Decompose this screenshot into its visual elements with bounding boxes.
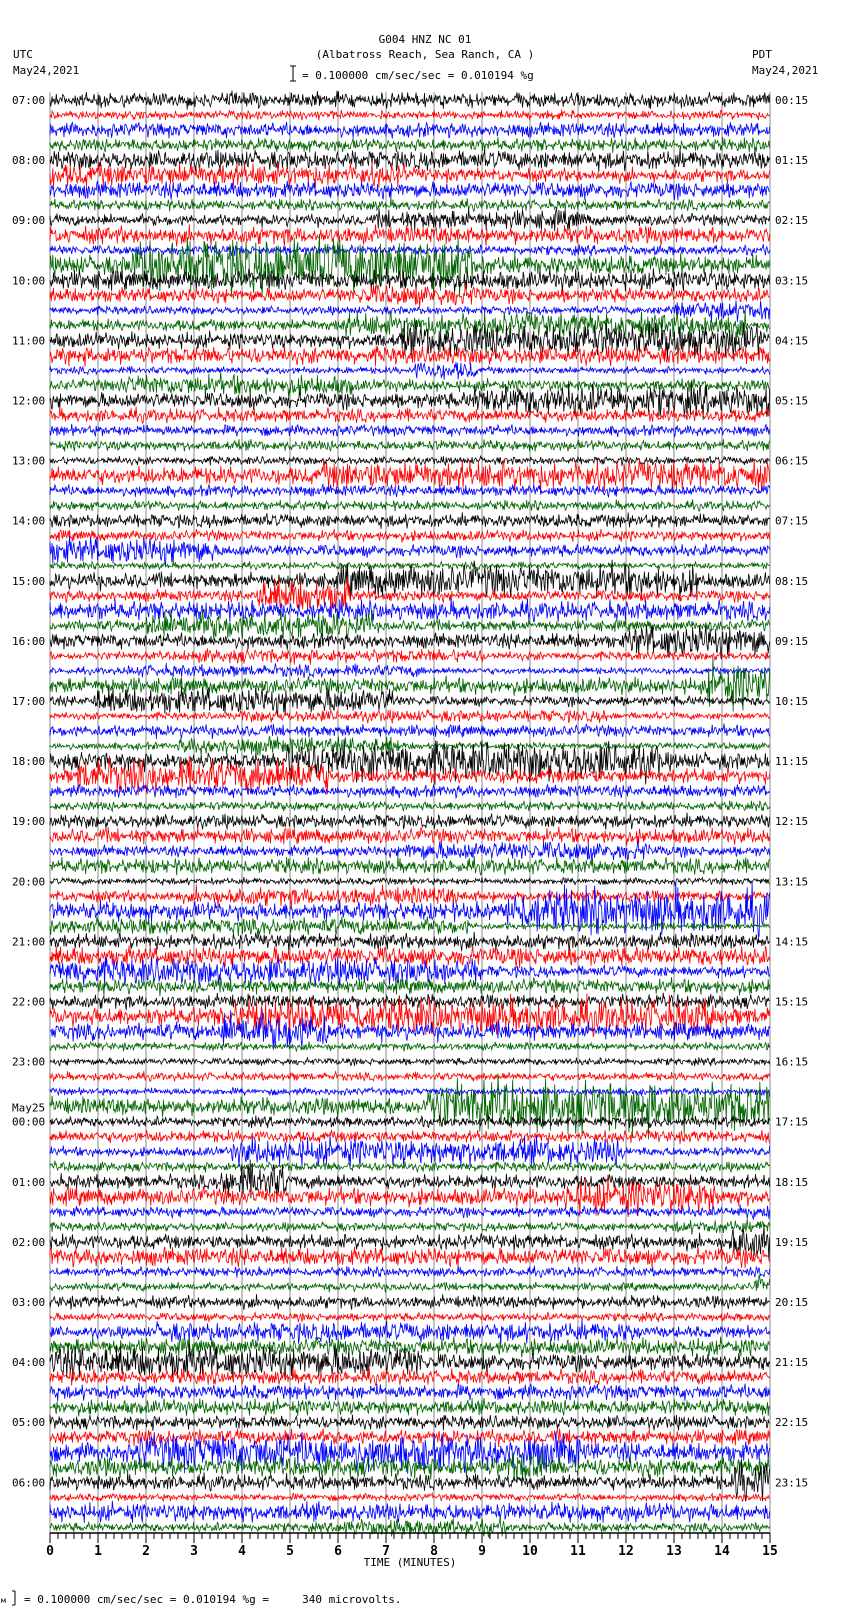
pdt-hour-label: 03:15 (775, 274, 809, 288)
utc-hour-label: 11:00 (12, 334, 46, 348)
utc-hour-label: 19:00 (12, 815, 46, 829)
seismic-trace (50, 709, 770, 723)
seismic-trace (50, 885, 770, 909)
seismic-trace (50, 1071, 770, 1081)
seismic-trace (50, 1130, 770, 1145)
pdt-hour-label: 02:15 (775, 214, 809, 228)
x-tick-label: 12 (618, 1544, 634, 1559)
chart-title: G004 HNZ NC 01 (378, 33, 472, 46)
pdt-hour-label: 01:15 (775, 154, 809, 168)
seismic-trace (50, 1294, 770, 1310)
pdt-hour-label: 06:15 (775, 454, 809, 468)
pdt-hour-label: 11:15 (775, 755, 809, 769)
pdt-hour-label: 20:15 (775, 1296, 809, 1309)
svg-text:м: м (1, 1596, 6, 1605)
pdt-hour-label: 04:15 (775, 334, 809, 348)
pdt-hour-label: 18:15 (775, 1175, 809, 1189)
utc-hour-label: 07:00 (12, 94, 46, 107)
seismic-trace (50, 137, 770, 153)
seismic-trace (50, 598, 770, 622)
seismic-trace (50, 208, 770, 231)
seismic-trace (50, 362, 770, 380)
utc-hour-label: 15:00 (12, 574, 46, 588)
seismic-trace (50, 224, 770, 246)
station-location: (Albatross Reach, Sea Ranch, CA ) (315, 48, 535, 61)
right-date: May24,2021 (752, 64, 819, 77)
pdt-hour-label: 09:15 (775, 634, 809, 648)
pdt-hour-label: 12:15 (775, 815, 809, 829)
seismic-trace (50, 1415, 770, 1431)
pdt-hour-label: 23:15 (775, 1476, 809, 1490)
seismic-trace (50, 784, 770, 798)
seismic-trace (50, 1368, 770, 1386)
seismic-trace (50, 122, 770, 139)
utc-hour-label: 16:00 (12, 634, 46, 648)
seismic-trace (50, 663, 770, 678)
x-tick-label: 9 (478, 1544, 486, 1559)
seismic-trace (50, 1115, 770, 1128)
seismic-trace (50, 561, 770, 569)
left-timezone: UTC (13, 48, 33, 61)
seismic-trace (50, 1383, 770, 1401)
pdt-hour-label: 07:15 (775, 514, 809, 528)
x-tick-label: 6 (334, 1544, 342, 1559)
footer-scale-bar-icon (1, 1591, 15, 1605)
date-change-label: May25 (12, 1101, 46, 1115)
pdt-hour-label: 21:15 (775, 1356, 809, 1370)
pdt-hour-label: 14:15 (775, 935, 809, 949)
seismic-trace (50, 1501, 770, 1523)
pdt-hour-label: 17:15 (775, 1115, 809, 1129)
x-axis-label: TIME (MINUTES) (363, 1556, 457, 1569)
seismic-trace (50, 1429, 770, 1448)
utc-hour-label: 02:00 (12, 1235, 46, 1249)
scale-text: = 0.100000 cm/sec/sec = 0.010194 %g (302, 69, 534, 82)
seismic-trace (50, 198, 770, 211)
pdt-hour-label: 16:15 (775, 1055, 809, 1069)
x-tick-label: 8 (430, 1544, 438, 1559)
seismic-trace (50, 841, 770, 863)
seismic-trace (50, 957, 770, 988)
pdt-hour-label: 08:15 (775, 574, 809, 588)
seismic-trace (50, 91, 770, 110)
seismic-trace (50, 648, 770, 665)
pdt-hour-label: 22:15 (775, 1416, 809, 1430)
seismic-trace (50, 407, 770, 424)
utc-hour-label: 04:00 (12, 1356, 46, 1370)
x-tick-label: 1 (94, 1544, 102, 1559)
seismic-trace (50, 529, 770, 543)
utc-hour-label: 20:00 (12, 875, 46, 889)
pdt-hour-label: 13:15 (775, 875, 809, 889)
seismic-trace (50, 1073, 770, 1139)
seismic-trace (50, 110, 770, 121)
seismic-trace (50, 1493, 770, 1502)
pdt-hour-label: 19:15 (775, 1235, 809, 1249)
seismic-trace (50, 1320, 770, 1345)
utc-hour-label: 13:00 (12, 454, 46, 468)
x-tick-label: 10 (522, 1544, 538, 1559)
seismic-trace (50, 877, 770, 885)
utc-hour-label: 17:00 (12, 695, 46, 708)
seismic-trace (50, 499, 770, 511)
utc-hour-label: 09:00 (12, 214, 46, 228)
seismic-trace (50, 439, 770, 451)
seismic-trace (50, 244, 770, 256)
seismic-trace (50, 424, 770, 437)
seismic-trace (50, 1042, 770, 1052)
utc-hour-label: 08:00 (12, 154, 46, 168)
utc-hour-label: 06:00 (12, 1476, 46, 1490)
utc-hour-label: 01:00 (12, 1175, 46, 1189)
seismic-trace (50, 148, 770, 172)
seismic-trace (50, 458, 770, 493)
seismic-trace (50, 1274, 770, 1292)
seismic-trace (50, 536, 770, 566)
seismic-trace (50, 993, 770, 1010)
seismic-trace (50, 813, 770, 830)
seismic-trace (50, 456, 770, 465)
seismic-trace (50, 1247, 770, 1268)
x-tick-label: 0 (46, 1544, 54, 1559)
scale-bar-icon (290, 66, 296, 81)
pdt-hour-label: 05:15 (775, 394, 809, 408)
pdt-hour-label: 15:15 (775, 995, 809, 1009)
seismic-trace (50, 1266, 770, 1278)
pdt-hour-label: 10:15 (775, 695, 809, 708)
x-tick-label: 4 (238, 1544, 246, 1559)
seismic-trace (50, 234, 770, 299)
seismic-trace (50, 484, 770, 497)
x-tick-label: 3 (190, 1544, 198, 1559)
pdt-hour-label: 00:15 (775, 94, 809, 107)
utc-hour-label: 05:00 (12, 1416, 46, 1430)
x-tick-label: 5 (286, 1544, 294, 1559)
seismic-trace (50, 827, 770, 846)
seismic-trace (50, 1135, 770, 1167)
seismic-trace (50, 724, 770, 740)
utc-hour-label: 14:00 (12, 514, 46, 528)
seismic-trace (50, 736, 770, 756)
seismic-trace (50, 856, 770, 875)
seismic-trace (50, 284, 770, 309)
seismic-trace (50, 1312, 770, 1322)
utc-hour-label: 10:00 (12, 274, 46, 288)
x-tick-label: 7 (382, 1544, 390, 1559)
seismic-trace (50, 512, 770, 529)
x-tick-label: 13 (666, 1544, 682, 1559)
seismic-trace (50, 1161, 770, 1173)
utc-hour-label: 23:00 (12, 1055, 46, 1069)
x-tick-label: 15 (762, 1544, 778, 1559)
utc-hour-label: 12:00 (12, 394, 46, 408)
x-tick-label: 11 (570, 1544, 586, 1559)
seismic-trace (50, 181, 770, 200)
utc-hour-label: 03:00 (12, 1296, 46, 1309)
utc-hour-label: 21:00 (12, 935, 46, 949)
left-date: May24,2021 (13, 64, 80, 77)
seismic-trace (50, 346, 770, 367)
seismic-trace (50, 1087, 770, 1096)
seismic-trace (50, 801, 770, 812)
seismic-trace (50, 1218, 770, 1235)
utc-hour-label: 22:00 (12, 995, 46, 1009)
utc-hour-label: 18:00 (12, 755, 46, 769)
x-tick-label: 2 (142, 1544, 150, 1559)
x-tick-label: 14 (714, 1544, 730, 1559)
seismic-trace (50, 1057, 770, 1066)
right-timezone: PDT (752, 48, 772, 61)
footer-scale-text: = 0.100000 cm/sec/sec = 0.010194 %g = 340 microvolts. (24, 1593, 402, 1606)
seismic-trace (50, 1398, 770, 1417)
utc-hour-label: 00:00 (12, 1115, 46, 1129)
seismic-trace (50, 977, 770, 996)
